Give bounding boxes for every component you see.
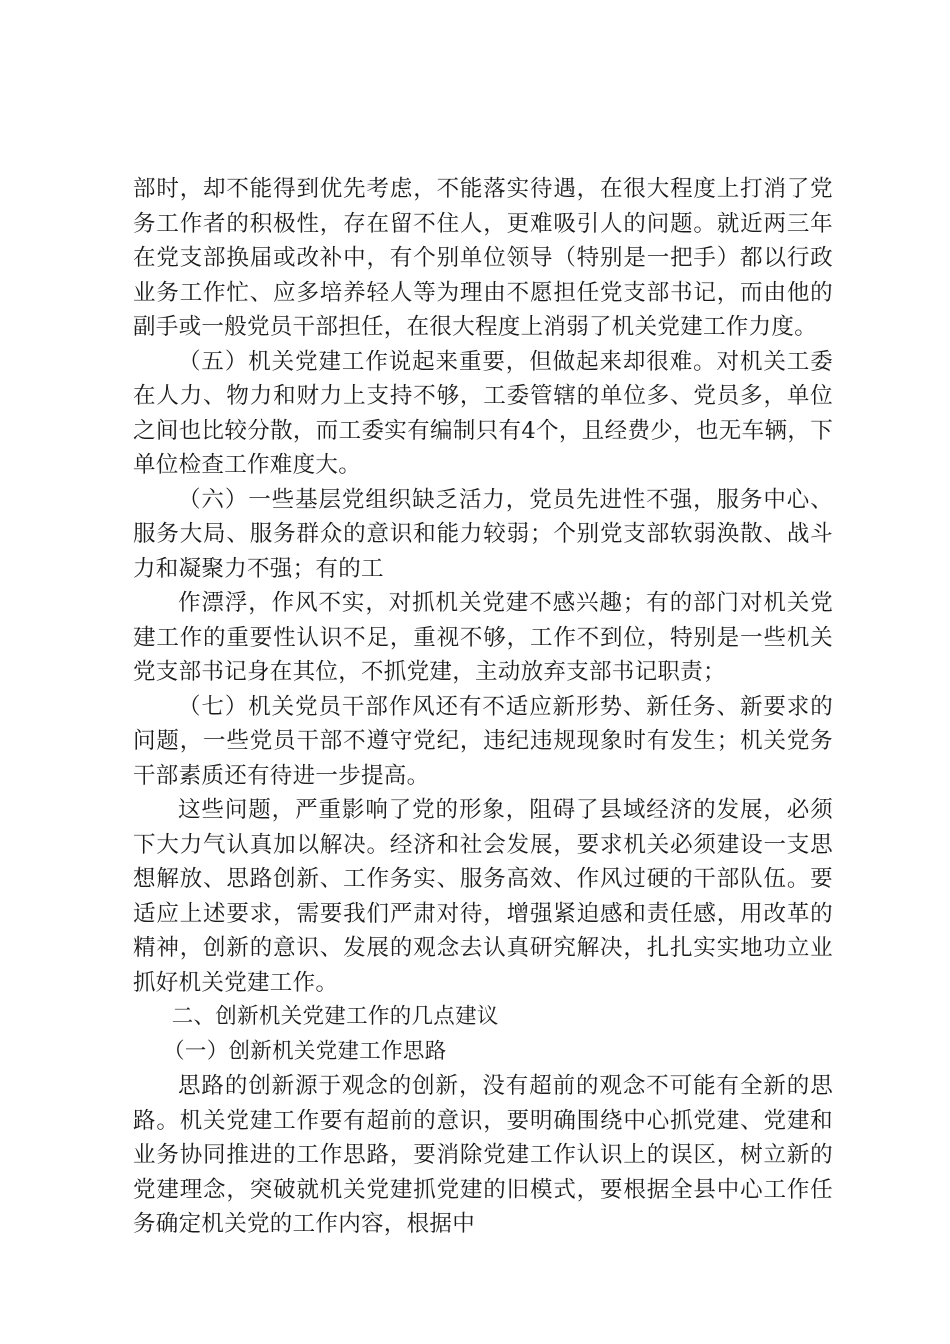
paragraph: 部时，却不能得到优先考虑，不能落实待遇，在很大程度上打消了党务工作者的积极性，存在留不住人，更难吸引人的问题。就近两三年在党支部换届或改补中，有个别单位领导（特别是一把手）都以行政业务工作忙、应多培养轻人等为理由不愿担任党支部书记，而由他的副手或一般党员干部担任，在很大程度上消弱了机关党建工作力度。 xyxy=(133,176,833,340)
paragraph: （七）机关党员干部作风还有不适应新形势、新任务、新要求的问题，一些党员干部不遵守党纪，违纪违规现象时有发生；机关党务干部素质还有待进一步提高。 xyxy=(133,693,833,789)
paragraph: 作漂浮，作风不实，对抓机关党建不感兴趣；有的部门对机关党建工作的重要性认识不足，重视不够，工作不到位，特别是一些机关党支部书记身在其位，不抓党建，主动放弃支部书记职责； xyxy=(133,590,833,685)
paragraph: （五）机关党建工作说起来重要，但做起来却很难。对机关工委在人力、物力和财力上支持不够，工委管辖的单位多、党员多，单位之间也比较分散，而工委实有编制只有4个，且经费少，也无车辆，下单位检查工作难度大。 xyxy=(133,348,833,478)
section-heading: 二、创新机关党建工作的几点建议 xyxy=(171,1004,499,1029)
subsection-heading: （一）创新机关党建工作思路 xyxy=(163,1038,447,1064)
paragraph: 思路的创新源于观念的创新，没有超前的观念不可能有全新的思路。机关党建工作要有超前的意识，要明确围绕中心抓党建、党建和业务协同推进的工作思路，要消除党建工作认识上的误区，树立新的党建理念，突破就机关党建抓党建的旧模式，要根据全县中心工作任务确定机关党的工作内容，根据中 xyxy=(133,1073,833,1237)
paragraph: 这些问题，严重影响了党的形象，阻碍了县域经济的发展，必须下大力气认真加以解决。经济和社会发展，要求机关必须建设一支思想解放、思路创新、工作务实、服务高效、作风过硬的干部队伍。要适应上述要求，需要我们严肃对待，增强紧迫感和责任感，用改革的精神，创新的意识、发展的观念去认真研究解决，扎扎实实地功立业抓好机关党建工作。 xyxy=(133,797,833,996)
document-body xyxy=(133,172,833,1242)
paragraph: （六）一些基层党组织缺乏活力，党员先进性不强，服务中心、服务大局、服务群众的意识和能力较弱；个别党支部软弱涣散、战斗力和凝聚力不强；有的工 xyxy=(133,486,833,582)
